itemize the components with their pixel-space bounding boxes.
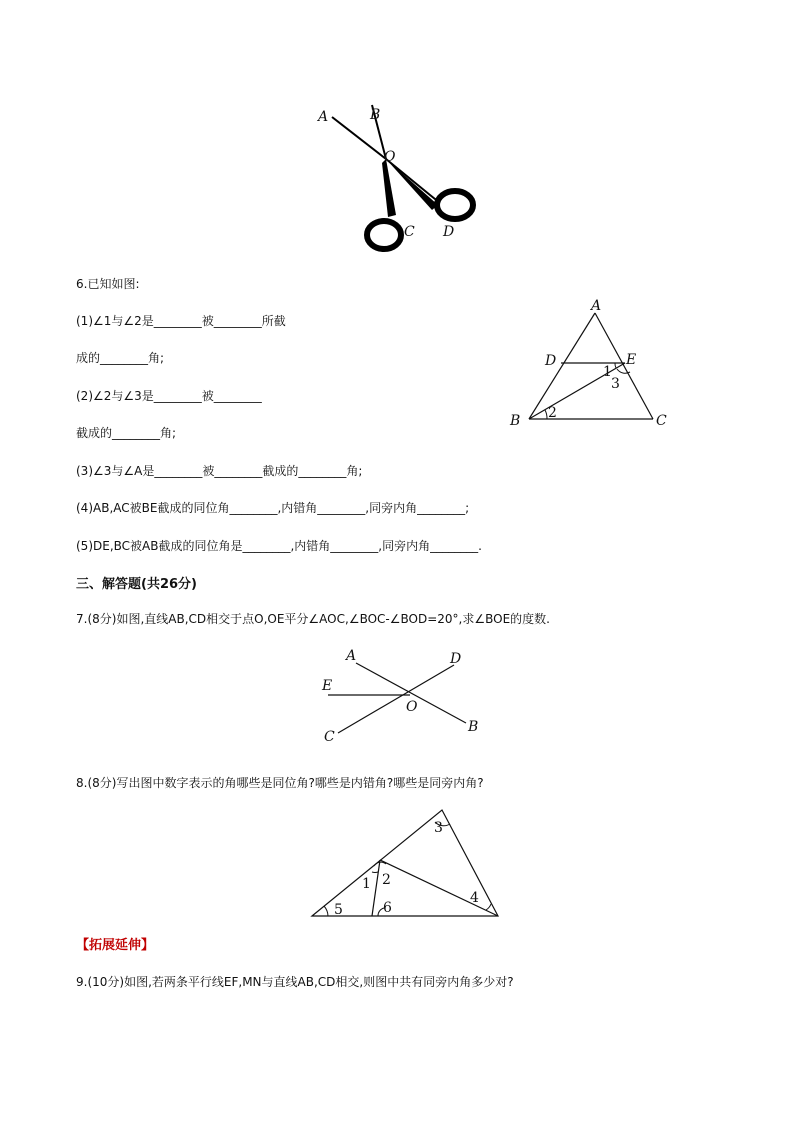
q6-line1: (1)∠1与∠2是________被________所截: [76, 314, 286, 328]
q9-text: 9.(10分)如图,若两条平行线EF,MN与直线AB,CD相交,则图中共有同旁内角多少对?: [76, 975, 514, 989]
q7-label-e: E: [322, 678, 333, 694]
q8-angle-3: 3: [434, 820, 443, 836]
q6-line3: (2)∠2与∠3是________被________: [76, 389, 262, 403]
q6-line7: (5)DE,BC被AB截成的同位角是________,内错角________,同旁内角________.: [76, 539, 482, 553]
q6-fig-label-d: D: [545, 353, 557, 369]
q8-text: 8.(8分)写出图中数字表示的角哪些是同位角?哪些是内错角?哪些是同旁内角?: [76, 776, 484, 790]
q7-label-o: O: [406, 699, 418, 715]
q7-label-d: D: [450, 651, 462, 667]
q7-label-c: C: [324, 729, 335, 745]
q8-angle-1: 1: [362, 876, 371, 892]
q7-figure: [316, 645, 486, 745]
q6-fig-label-e: E: [626, 352, 637, 368]
q6-line4: 截成的________角;: [76, 426, 177, 440]
q7-label-a: A: [346, 648, 357, 664]
scissors-label-d: D: [443, 224, 455, 240]
q8-figure: [306, 802, 506, 922]
q7-svg: [316, 645, 486, 745]
q6-line5: (3)∠3与∠A是________被________截成的________角;: [76, 464, 363, 478]
q6-fig-label-a: A: [591, 298, 602, 314]
q8-angle-4: 4: [470, 890, 479, 906]
q7-text: 7.(8分)如图,直线AB,CD相交于点O,OE平分∠AOC,∠BOC-∠BOD=20°,求∠BOE的度数.: [76, 612, 550, 626]
q6-triangle-svg: [505, 295, 675, 435]
q6-fig-angle-3: 3: [611, 376, 620, 392]
scissors-label-b: B: [370, 107, 381, 123]
q6-line2: 成的________角;: [76, 351, 165, 365]
q6-fig-label-c: C: [656, 413, 667, 429]
q6-triangle-figure: [505, 295, 675, 435]
q6-fig-label-b: B: [510, 413, 521, 429]
scissors-label-a: A: [318, 109, 329, 125]
q8-angle-2: 2: [382, 872, 391, 888]
q8-svg: [306, 802, 506, 922]
scissors-label-o: O: [384, 149, 396, 165]
q7-label-b: B: [468, 719, 479, 735]
q6-fig-angle-2: 2: [548, 405, 557, 421]
scissors-label-c: C: [404, 224, 415, 240]
extension-title: 【拓展延伸】: [76, 938, 155, 953]
q8-angle-5: 5: [334, 902, 343, 918]
q6-line6: (4)AB,AC被BE截成的同位角________,内错角________,同旁内角________;: [76, 501, 470, 515]
q8-angle-6: 6: [383, 900, 392, 916]
q6-title: 6.已知如图:: [76, 277, 140, 291]
scissors-svg: [300, 95, 500, 265]
q6-fig-angle-1: 1: [603, 364, 612, 380]
scissors-figure: [300, 95, 500, 265]
section-3-title: 三、解答题(共26分): [76, 577, 197, 592]
